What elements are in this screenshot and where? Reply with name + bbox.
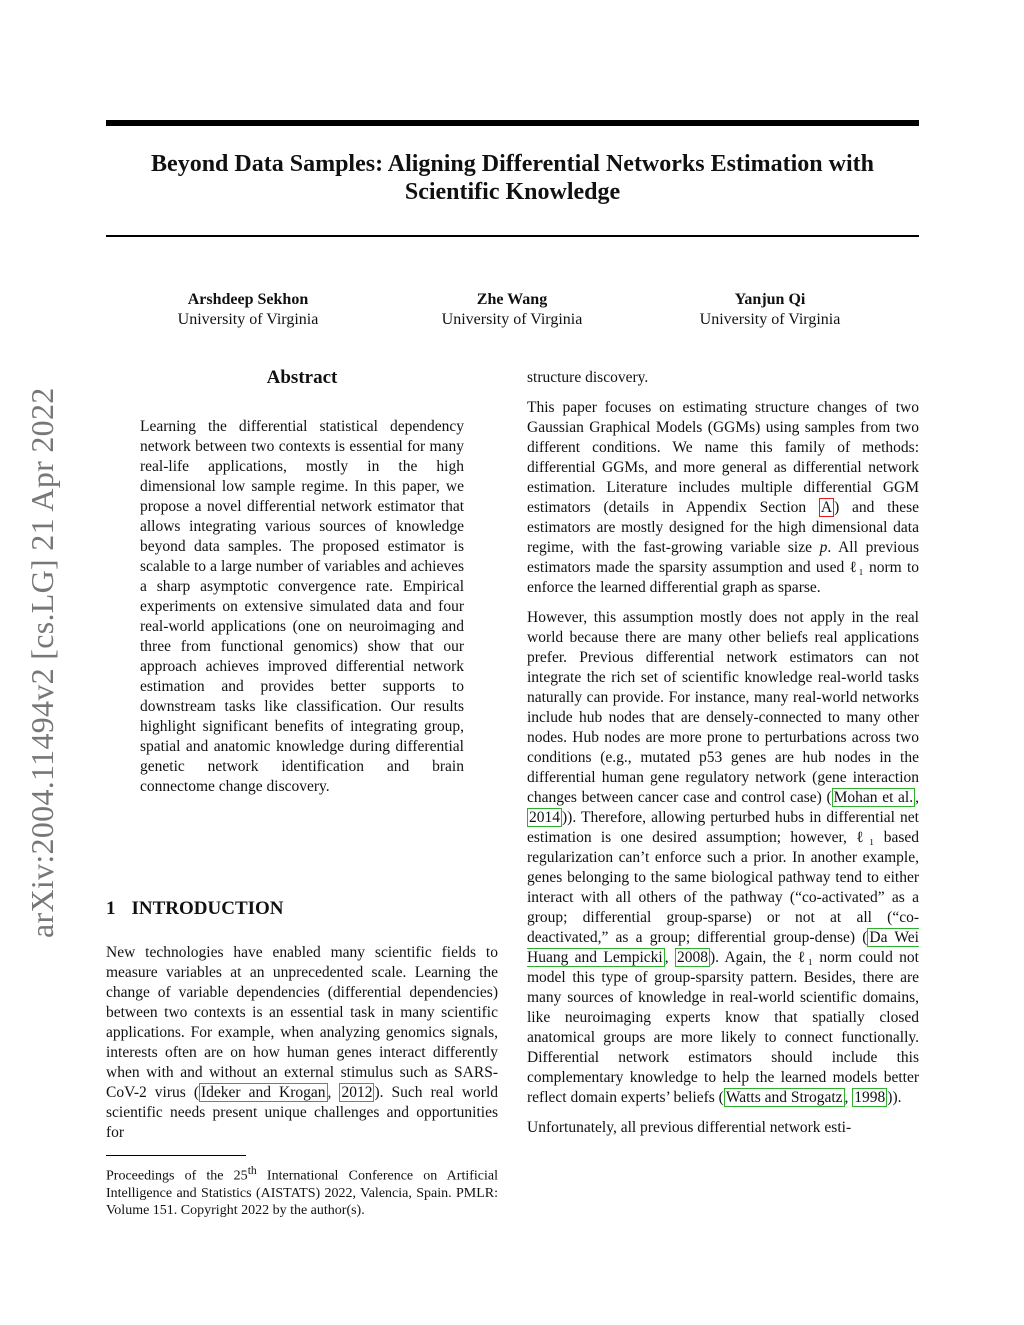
top-rule <box>106 120 919 126</box>
paragraph: This paper focuses on estimating structure changes of two Gaussian Graphical Models (GGMs) using samples from two different conditions. We name this family of methods: differential GGMs, and more general as differential network estimation. Literature includes multiple differential GGM estimators (details in Appendix Section A ) and these estimators are mostly designed for the high dimensional data regime, with the fast-growing variable size p. All previous estimators made the sparsity assumption and used ℓ₁ norm to enforce the learned differential graph as sparse. <box>527 399 919 596</box>
citation-year-link[interactable]: 2012 <box>341 1084 373 1101</box>
citation-year-link[interactable]: 2008 <box>676 949 708 966</box>
author-affiliation: University of Virginia <box>699 311 841 328</box>
footnote: Proceedings of the 25th International Conference on Artificial Intelligence and Statistics (AISTATS) 2022, Valencia, Spain. PMLR: Volume 151. Copyright 2022 by the author(s). <box>106 1164 498 1218</box>
citation-link[interactable]: Ideker and Krogan <box>201 1084 326 1101</box>
title-rule <box>106 235 919 237</box>
citation-link[interactable]: Watts and Strogatz <box>725 1089 843 1106</box>
author-name: Yanjun Qi <box>734 291 806 308</box>
arxiv-identifier: arXiv:2004.11494v2 [cs.LG] 21 Apr 2022 <box>24 387 60 938</box>
paragraph: structure discovery. <box>527 369 649 386</box>
abstract-heading: Abstract <box>266 367 338 388</box>
intro-paragraph: New technologies have enabled many scientific fields to measure variables at an unprecedented scale. Learning the change of variable dependencies (differential dependencies) between two contexts is an essential task in many scientific applications. For example, when analyzing genomics signals, interests often are on how human genes interact differently when with and without an external stimulus such as SARS-CoV-2 virus ( Ideker and Krogan , 2012 ). Such real world scientific needs present unique challenges and opportunities for <box>106 944 499 1141</box>
paragraph: However, this assumption mostly does not apply in the real world because there are many other beliefs real applications prefer. Previous differential network estimators can not integrate the rich set of scientific knowledge real-world tasks naturally can provide. For instance, many real-world networks include hub nodes that are densely-connected to many other nodes. Hub nodes are more prone to perturbations across two conditions (e.g., mutated p53 genes are hub nodes in the differential human gene regulatory network (gene interaction changes between cancer case and control case) ( Mohan et al. , 2014 )). Therefore, allowing perturbed hubs in differential net estimation is one desired assumption; however, ℓ₁ based regularization can’t enforce such a prior. In another example, genes belonging to the same biological pathway tend to either interact with all others of the pathway (“co-activated” as a group; differential group-sparse) or not at all (“co-deactivated,” as a group; differential group-dense) ( Da Wei Huang and Lempicki , 2008 ). Again, the ℓ₁ norm could not model this type of group-sparsity pattern. Besides, there are many sources of knowledge in real-world scientific domains, like neuroimaging experts know that spatially closed anatomical groups are more likely to connect functionally. Differential network estimators should include this complementary knowledge to help the learned models better reflect domain experts’ beliefs ( Watts and Strogatz , 1998 )). <box>527 609 919 1106</box>
paper-title: Beyond Data Samples: Aligning Differential Networks Estimation with Scientific Knowledge <box>151 151 874 205</box>
author-block <box>650 290 890 330</box>
citation-year-link[interactable]: 1998 <box>854 1089 886 1106</box>
paragraph: Unfortunately, all previous differential network esti- <box>527 1119 852 1136</box>
author-block <box>128 290 368 330</box>
section-heading <box>106 898 284 920</box>
author-block <box>392 290 632 330</box>
citation-link[interactable]: Mohan et al. <box>833 789 914 806</box>
author-name: Zhe Wang <box>476 291 548 308</box>
appendix-link[interactable]: A <box>820 499 833 516</box>
right-column <box>527 368 919 1148</box>
author-name: Arshdeep Sekhon <box>187 291 309 308</box>
author-affiliation: University of Virginia <box>177 311 319 328</box>
citation-year-link[interactable]: 2014 <box>529 809 560 826</box>
footnote-rule <box>106 1155 246 1156</box>
section-title: INTRODUCTION <box>131 898 284 919</box>
section-number: 1 <box>106 898 116 919</box>
citation-link[interactable]: Da Wei Huang and Lempicki <box>527 929 919 966</box>
author-affiliation: University of Virginia <box>441 311 583 328</box>
abstract-text: Learning the differential statistical dependency network between two contexts is essential for many real-life applications, mostly in the high dimensional low sample regime. In this paper, we propose a novel differential network estimator that allows integrating various sources of knowledge beyond data samples. The proposed estimator is scalable to a large number of variables and achieves a sharp asymptotic convergence rate. Empirical experiments on extensive simulated data and four real-world applications (one on neuroimaging and three from functional genomics) show that our approach achieves improved differential network estimation and provides better supports to downstream tasks like classification. Our results highlight significant benefits of integrating group, spatial and anatomic knowledge during differential genetic network identification and brain connectome change discovery. <box>140 418 464 795</box>
